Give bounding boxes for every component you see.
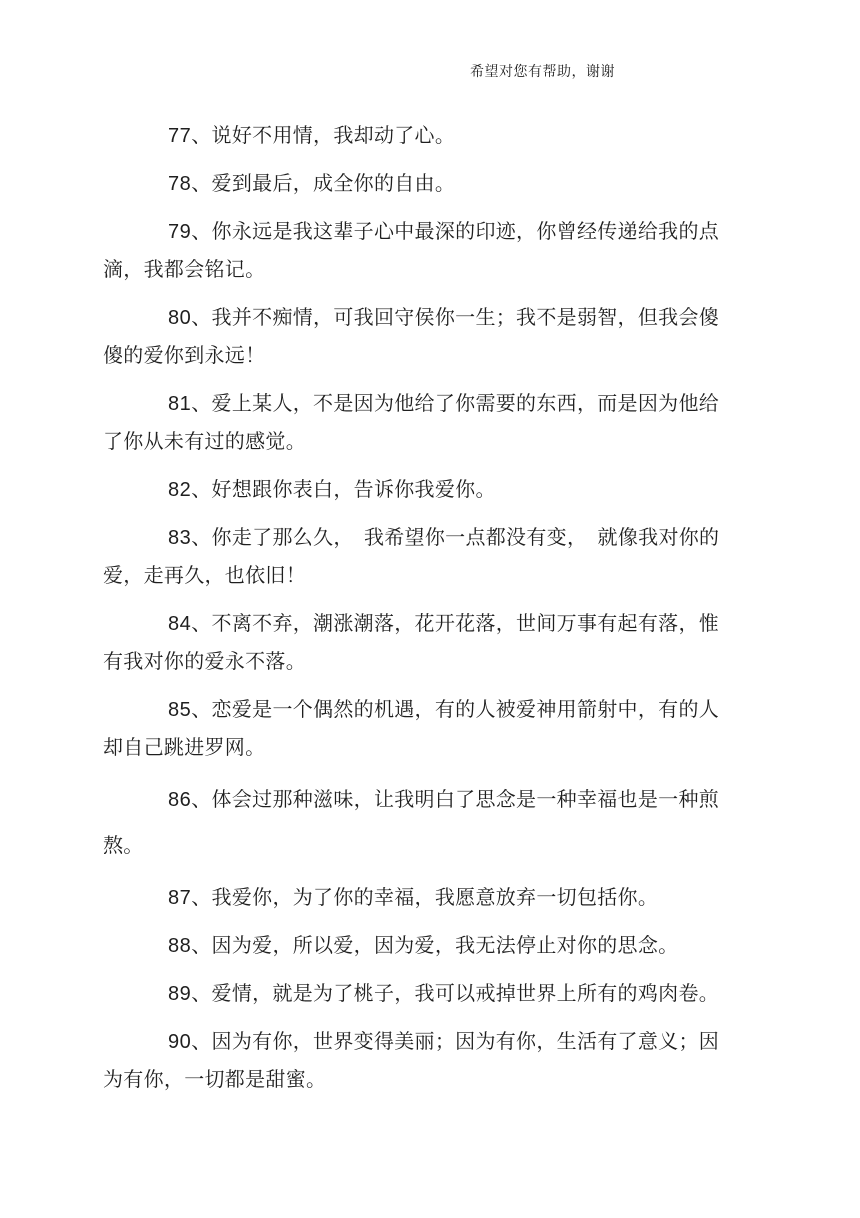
quote-number: 90: [168, 1031, 192, 1053]
quote-text: 、你永远是我这辈子心中最深的印迹，你曾经传递给我的点: [191, 221, 720, 243]
quote-item-78: [103, 165, 740, 203]
quote-number: 77: [168, 125, 192, 147]
quote-text: 、我爱你，为了你的幸福，我愿意放弃一切包括你。: [191, 887, 659, 909]
quote-text: 、爱到最后，成全你的自由。: [191, 173, 456, 195]
quote-item-82: [103, 471, 740, 509]
quote-item-81: [103, 385, 740, 461]
quote-item-77: [103, 117, 740, 155]
quote-number: 78: [168, 173, 192, 195]
quote-text: 、不离不弃，潮涨潮落，花开花落，世间万事有起有落，惟: [191, 613, 720, 635]
quote-item-87: [103, 879, 740, 917]
quote-item-79: [103, 213, 740, 289]
quote-item-80: [103, 299, 740, 375]
quote-text: 却自己跳进罗网。: [103, 737, 266, 759]
quote-text: 、爱情，就是为了桃子，我可以戒掉世界上所有的鸡肉卷。: [191, 983, 720, 1005]
quote-item-88: [103, 927, 740, 965]
quote-text: 、你走了那么久， 我希望你一点都没有变， 就像我对你的: [191, 527, 720, 549]
quote-text: 、体会过那种滋味，让我明白了思念是一种幸福也是一种煎: [191, 789, 720, 811]
quote-number: 84: [168, 613, 192, 635]
quote-text: 、因为有你，世界变得美丽；因为有你，生活有了意义；因: [191, 1031, 720, 1053]
quote-item-84: [103, 605, 740, 681]
quote-number: 85: [168, 699, 192, 721]
quote-text: 滴，我都会铭记。: [103, 259, 266, 281]
quote-text: 、好想跟你表白，告诉你我爱你。: [191, 479, 496, 501]
quote-item-89: [103, 975, 740, 1013]
quote-number: 89: [168, 983, 192, 1005]
quote-item-83: [103, 519, 740, 595]
quote-text: 、恋爱是一个偶然的机遇，有的人被爱神用箭射中，有的人: [191, 699, 720, 721]
quote-text: 、爱上某人，不是因为他给了你需要的东西，而是因为他给: [191, 393, 720, 415]
quote-item-90: [103, 1023, 740, 1099]
quote-number: 87: [168, 887, 192, 909]
quote-text: 为有你，一切都是甜蜜。: [103, 1069, 327, 1091]
quote-item-86: [103, 777, 740, 869]
quote-text: 、说好不用情，我却动了心。: [191, 125, 456, 147]
quote-number: 83: [168, 527, 192, 549]
quote-text: 有我对你的爱永不落。: [103, 651, 306, 673]
quote-text: 、因为爱，所以爱，因为爱，我无法停止对你的思念。: [191, 935, 679, 957]
quote-text: 熬。: [103, 835, 144, 857]
quote-text: 傻的爱你到永远！: [103, 345, 266, 367]
quote-number: 86: [168, 789, 192, 811]
quote-number: 79: [168, 221, 192, 243]
quote-number: 80: [168, 307, 192, 329]
quotes-list: [0, 117, 860, 1099]
quote-text: 、我并不痴情，可我回守侯你一生；我不是弱智，但我会傻: [191, 307, 720, 329]
quote-item-85: [103, 691, 740, 767]
quote-text: 了你从未有过的感觉。: [103, 431, 306, 453]
quote-text: 爱，走再久，也依旧！: [103, 565, 306, 587]
quote-number: 88: [168, 935, 192, 957]
quote-number: 81: [168, 393, 192, 415]
quote-number: 82: [168, 479, 192, 501]
page-header-note: 希望对您有帮助，谢谢: [470, 65, 615, 80]
